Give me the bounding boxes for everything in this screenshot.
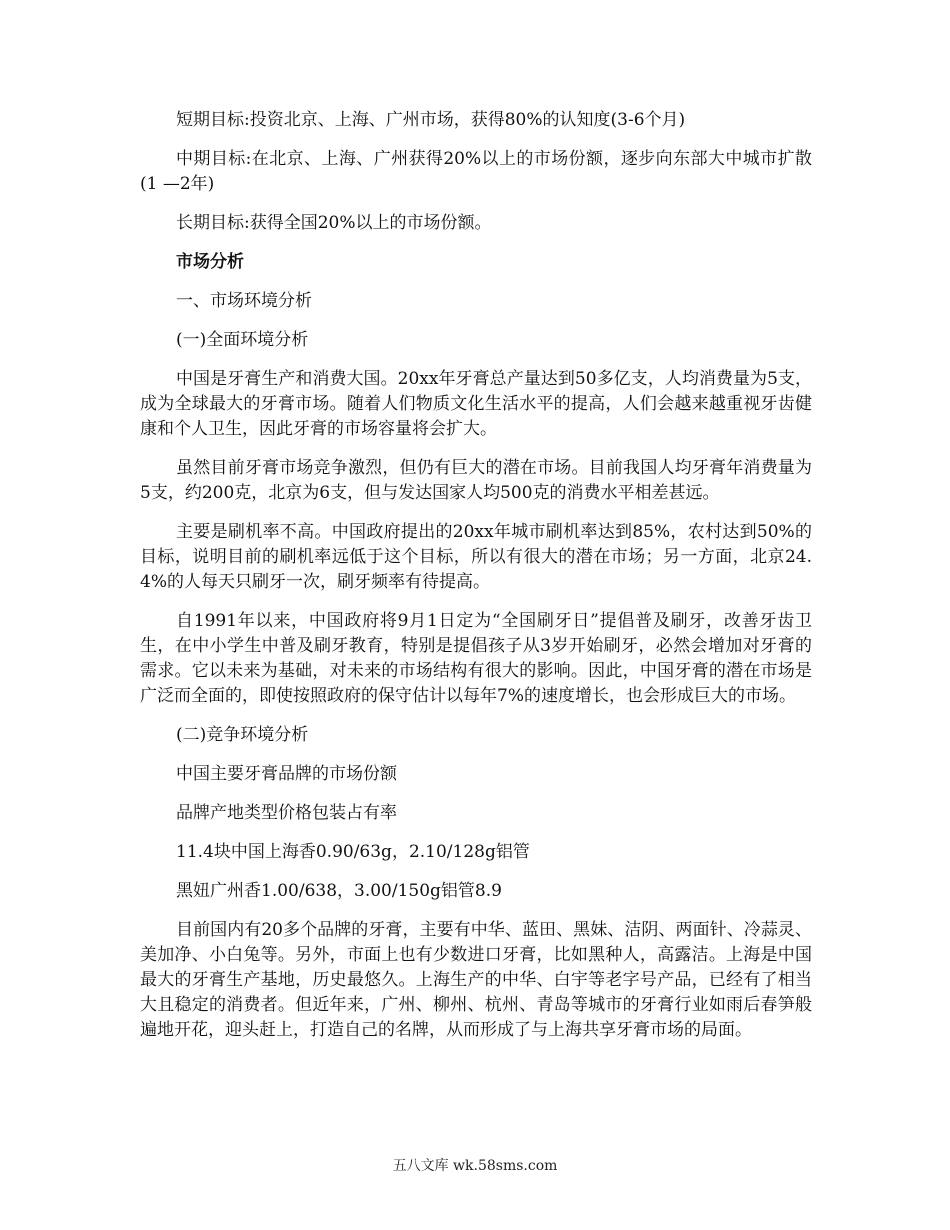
body-paragraph-market-size: 中国是牙膏生产和消费大国。20xx年牙膏总产量达到50多亿支，人均消费量为5支，成为全球最大的牙膏市场。随着人们物质文化生活水平的提高，人们会越来越重视牙齿健康和个人卫生，因此牙膏的市场容量将会扩大。 xyxy=(140,369,812,439)
market-analysis-heading: 市场分析 xyxy=(176,252,244,272)
short-term-goal-paragraph: 短期目标:投资北京、上海、广州市场，获得80%的认知度(3-6个月) xyxy=(176,110,686,130)
footer-watermark: 五八文库 wk.58sms.com xyxy=(392,1158,558,1174)
table-row: 黑妞广州香1.00/638，3.00/150g铝管8.9 xyxy=(176,881,502,901)
document-body xyxy=(140,108,812,1057)
table-caption: 中国主要牙膏品牌的市场份额 xyxy=(176,764,397,784)
section-1-2-title: (二)竞争环境分析 xyxy=(176,725,309,745)
table-header-line: 品牌产地类型价格包装占有率 xyxy=(176,803,397,823)
table-row: 11.4块中国上海香0.90/63g，2.10/128g铝管 xyxy=(176,842,530,862)
mid-term-goal-paragraph: 中期目标:在北京、上海、广州获得20%以上的市场份额，逐步向东部大中城市扩散(1 —2年) xyxy=(140,149,812,194)
section-1-1-title: (一)全面环境分析 xyxy=(176,330,309,350)
body-paragraph-brushing-rate: 主要是刷机率不高。中国政府提出的20xx年城市刷机率达到85%，农村达到50%的目标，说明目前的刷机率远低于这个目标，所以有很大的潜在市场；另一方面，北京24.4%的人每天只刷牙一次，刷牙频率有待提高。 xyxy=(140,522,812,592)
long-term-goal-paragraph: 长期目标:获得全国20%以上的市场份额。 xyxy=(176,213,492,233)
section-1-title: 一、市场环境分析 xyxy=(176,291,312,311)
body-paragraph-brushing-day: 自1991年以来，中国政府将9月1日定为“全国刷牙日”提倡普及刷牙，改善牙齿卫生，在中小学生中普及刷牙教育，特别是提倡孩子从3岁开始刷牙，必然会增加对牙膏的需求。它以未来为基础，对未来的市场结构有很大的影响。因此，中国牙膏的潜在市场是广泛而全面的，即使按照政府的保守估计以每年7%的速度增长，也会形成巨大的市场。 xyxy=(140,611,812,706)
body-paragraph-brands: 目前国内有20多个品牌的牙膏，主要有中华、蓝田、黑妹、洁阴、两面针、冷蒜灵、美加净、小白兔等。另外，市面上也有少数进口牙膏，比如黑种人，高露洁。上海是中国最大的牙膏生产基地，历史最悠久。上海生产的中华、白宇等老字号产品，已经有了相当大且稳定的消费者。但近年来，广州、柳州、杭州、青岛等城市的牙膏行业如雨后春笋般遍地开花，迎头赶上，打造自己的名牌，从而形成了与上海共享牙膏市场的局面。 xyxy=(140,920,812,1040)
body-paragraph-potential-market: 虽然目前牙膏市场竞争激烈，但仍有巨大的潜在市场。目前我国人均牙膏年消费量为5支，约200克，北京为6支，但与发达国家人均500克的消费水平相差甚远。 xyxy=(140,458,812,503)
